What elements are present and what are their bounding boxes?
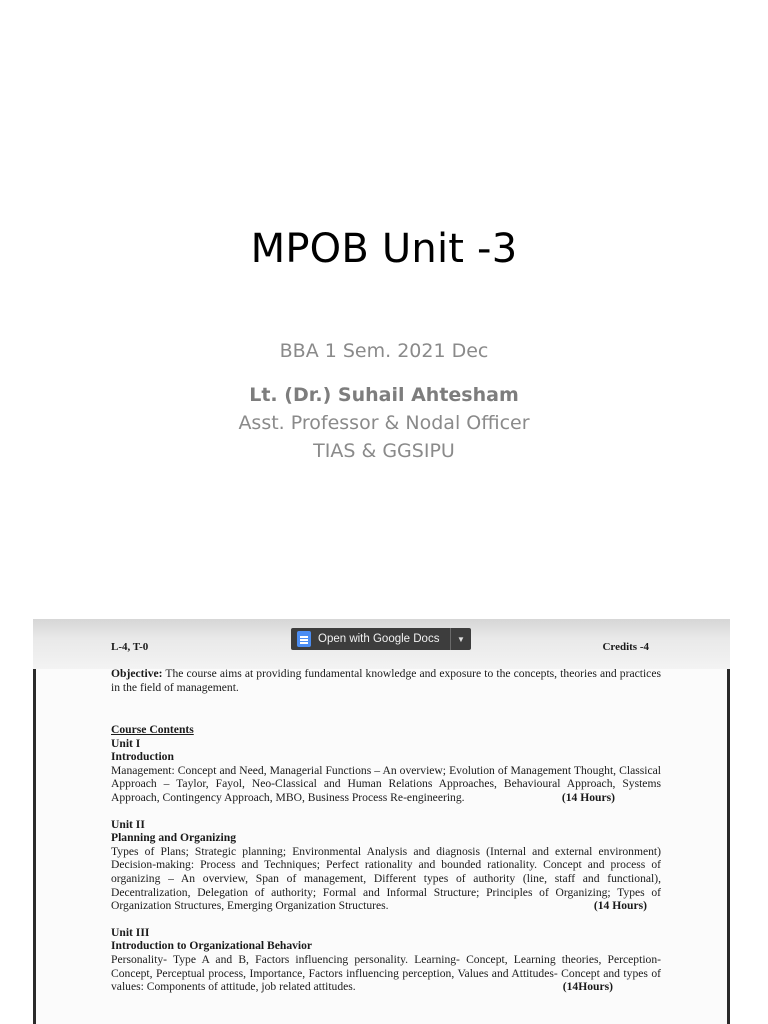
unit-description: Management: Concept and Need, Managerial Functions – An overview; Evolution of Management Thought, Classical Approach – Taylor, Fayol, Neo-Classical and Human Relations Approaches, Behavioural Approach, Systems Approach, Contingency Approach, MBO, Business Process Re-engineering. bbox=[111, 763, 661, 804]
open-with-label: Open with Google Docs bbox=[318, 633, 440, 645]
unit-hours: (14Hours) bbox=[562, 980, 613, 994]
credits: Credits -4 bbox=[602, 641, 649, 653]
course-contents-heading: Course Contents bbox=[111, 723, 194, 736]
author-institution: TIAS & GGSIPU bbox=[313, 440, 455, 462]
unit-hours-row bbox=[111, 980, 661, 994]
unit-hours: (14 Hours) bbox=[561, 790, 615, 804]
slide-subtitle: BBA 1 Sem. 2021 Dec bbox=[279, 340, 489, 362]
unit-heading: Unit III bbox=[111, 925, 150, 939]
lecture-tutorial: L-4, T-0 bbox=[111, 641, 149, 653]
unit-hours-row bbox=[111, 791, 661, 805]
unit-description: Types of Plans; Strategic planning; Environmental Analysis and diagnosis (Internal and external environment) Decision-making: Process and Techniques; Perfect rationality and bounded rationality. Concept and process of organizing – An overview, Span of management, Different types of authority (line, staff and functional), Decentralization, Delegation of authority; Formal and Informal Structure; Principles of Organizing; Types of Organization Structures, Emerging Organization Structures. bbox=[111, 844, 661, 913]
lecture-tutorial-row bbox=[111, 641, 661, 655]
unit-hours: (14 Hours) bbox=[593, 899, 647, 913]
syllabus-screenshot bbox=[33, 619, 730, 1024]
unit-hours-row bbox=[111, 899, 661, 913]
course-contents bbox=[111, 723, 661, 994]
author-name: Lt. (Dr.) Suhail Ahtesham bbox=[249, 384, 519, 406]
unit-title: Introduction to Organizational Behavior bbox=[111, 939, 313, 953]
objective-text: The course aims at providing fundamental knowledge and exposure to the concepts, theories and practices in the field of management. bbox=[111, 667, 661, 694]
caret-down-icon[interactable]: ▼ bbox=[457, 634, 465, 644]
objective-label: Objective: bbox=[111, 667, 163, 680]
unit-title: Introduction bbox=[111, 750, 174, 764]
unit-heading: Unit II bbox=[111, 817, 145, 831]
unit-heading: Unit I bbox=[111, 736, 141, 750]
objective bbox=[111, 667, 661, 694]
author-designation: Asst. Professor & Nodal Officer bbox=[238, 412, 530, 434]
slide-title: MPOB Unit -3 bbox=[250, 226, 518, 272]
subtitle-block bbox=[0, 337, 768, 465]
unit-description: Personality- Type A and B, Factors influencing personality. Learning- Concept, Learning theories, Perception- Concept, Perceptual process, Importance, Factors influencing perception, Values and Attitudes- Concept and types of values: Components of attitude, job related attitudes. bbox=[111, 952, 661, 994]
unit-title: Planning and Organizing bbox=[111, 831, 236, 845]
